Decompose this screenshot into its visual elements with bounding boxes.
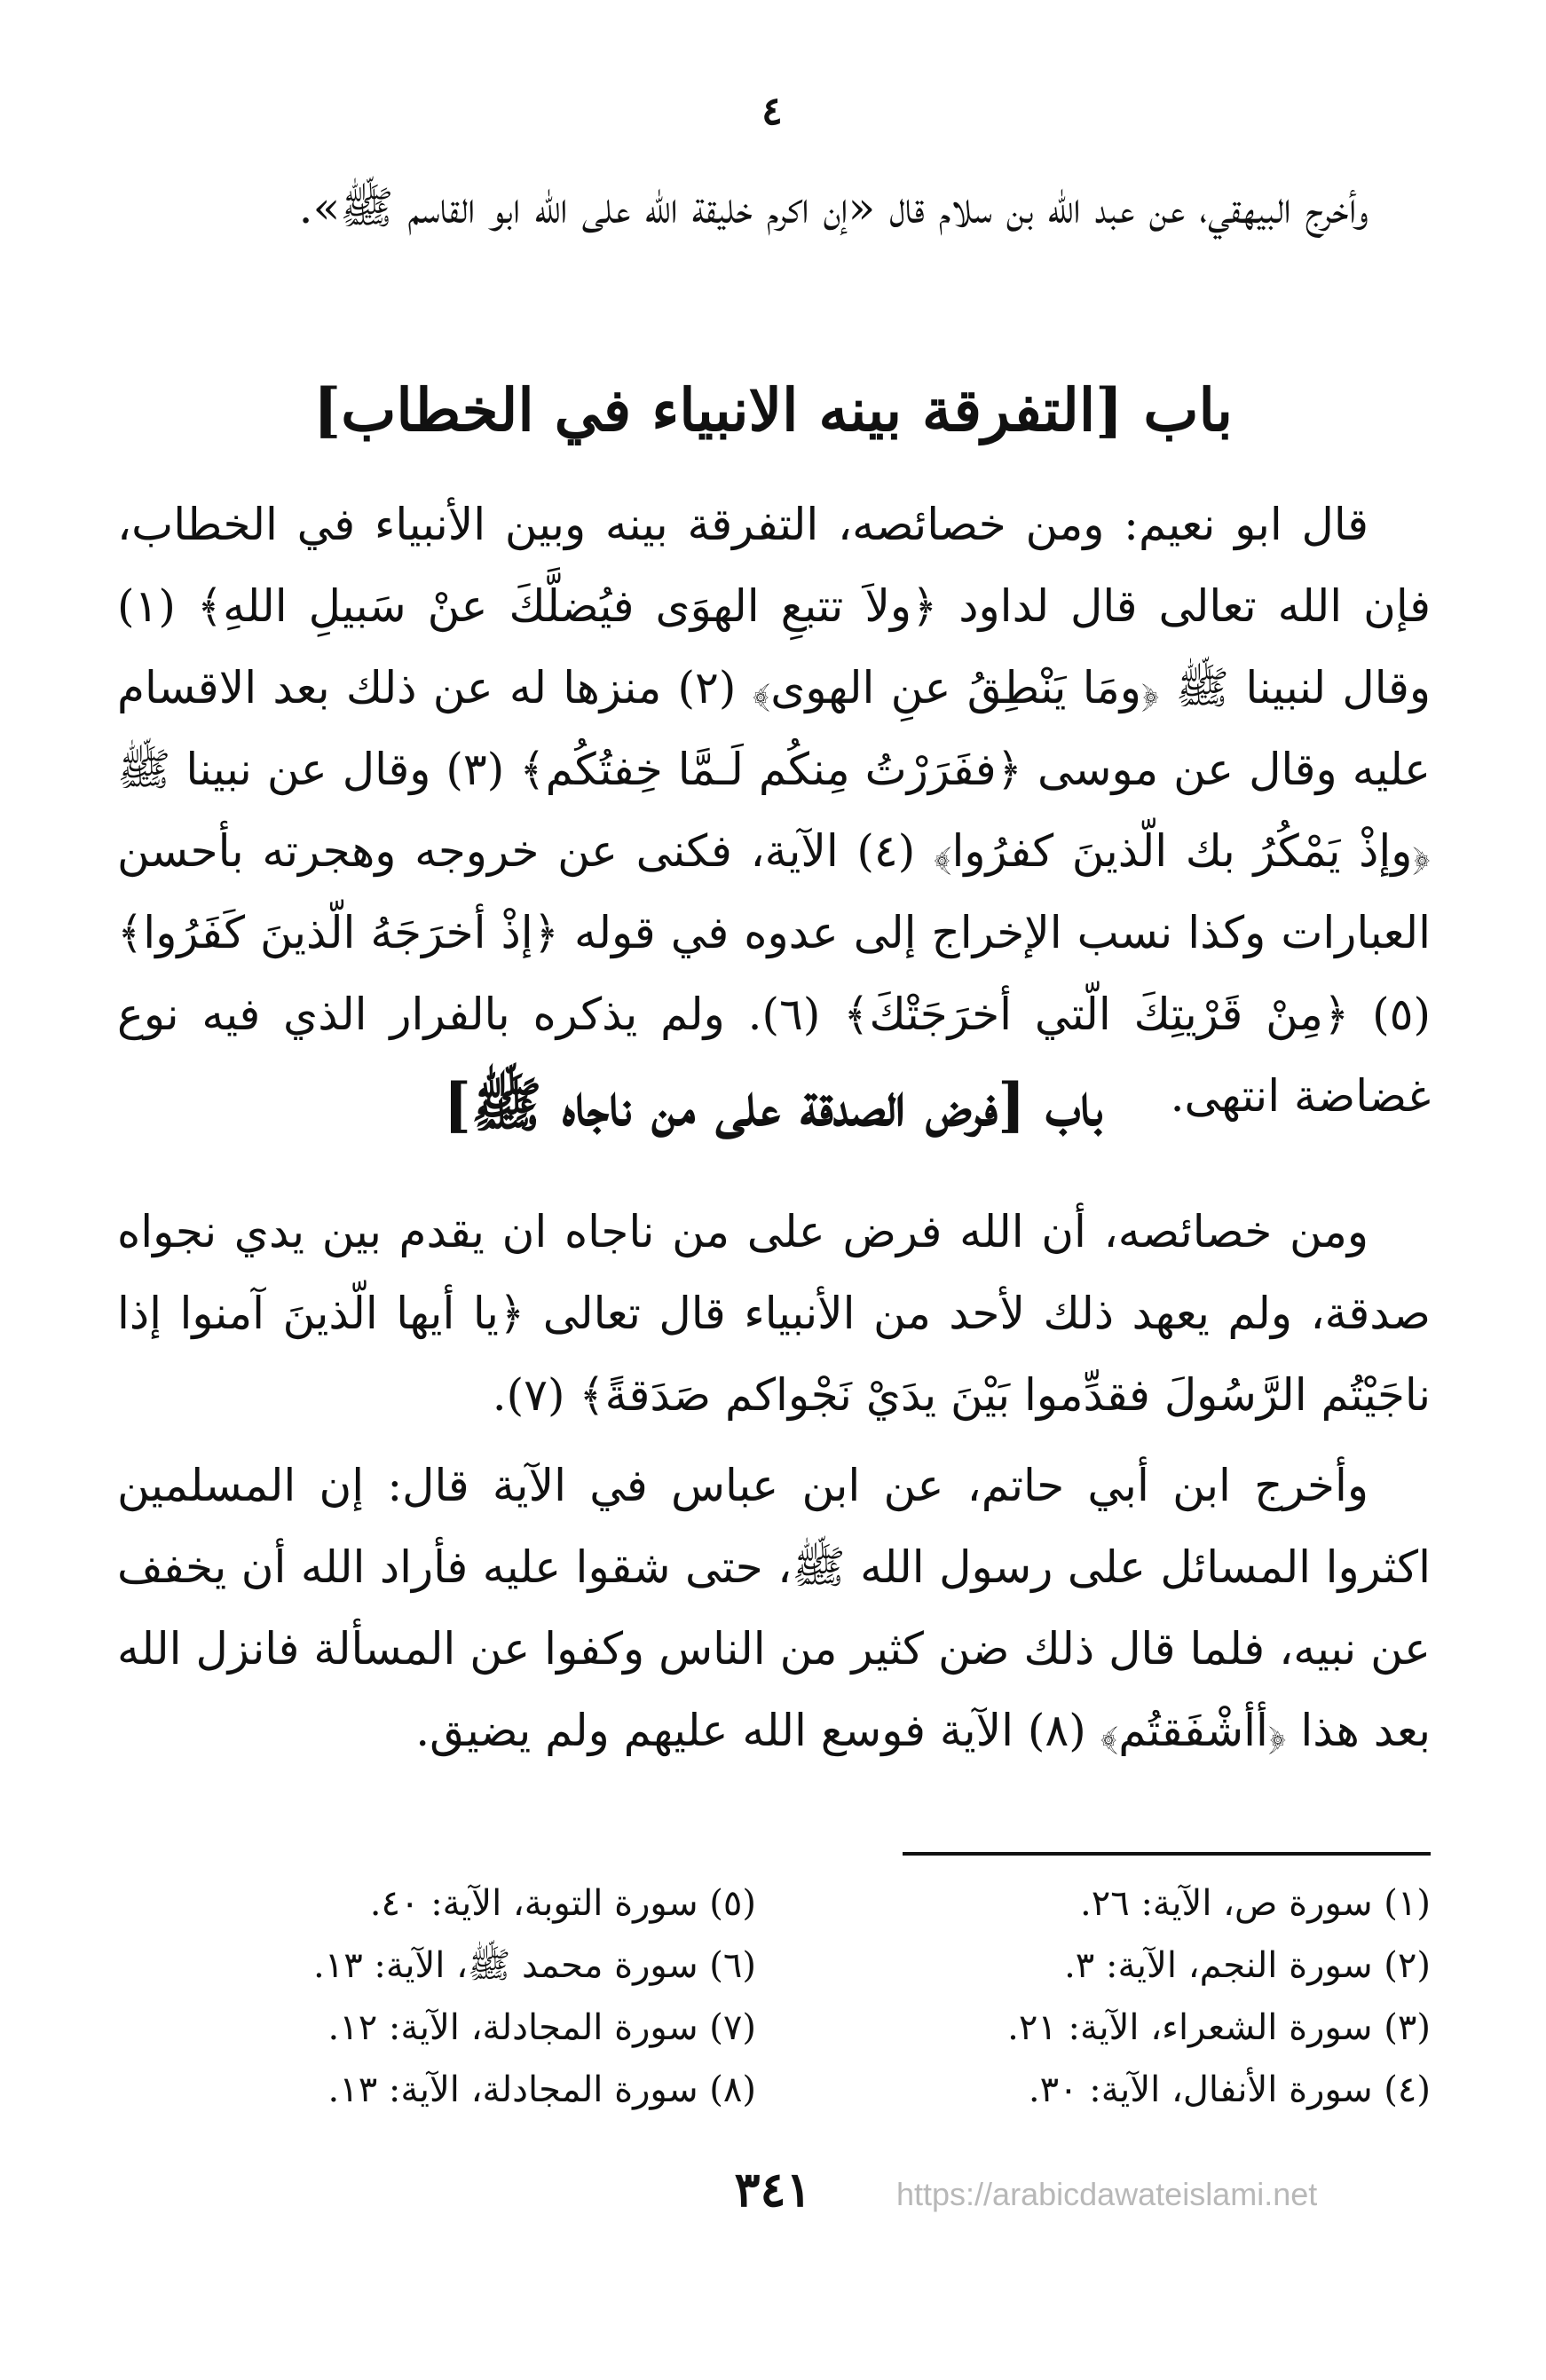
paragraph-sadaqa-text: ومن خصائصه، أن الله فرض على من ناجاه ان يقدم بين يدي نجواه صدقة، ولم يعهد ذلك لأحد من الأنبياء قال تعالى ﴿يا أيها الّذينَ آمنوا إذا ناجَيْتُم الرَّسُولَ فقدِّموا بَيْنَ يدَيْ نَجْواكم صَدَقةً﴾ (٧). [117,1206,1431,1421]
footnote-3: (٣) سورة الشعراء، الآية: ٢١. [1007,2007,1431,2048]
paragraph-sadaqa [117,1191,1431,1436]
paragraph-ibn-abbas [117,1445,1431,1771]
footnote-divider [903,1852,1431,1856]
footnote-8: (٨) سورة المجادلة، الآية: ١٣. [327,2069,756,2110]
watermark-url: https://arabicdawateislami.net [896,2176,1318,2212]
top-mark: ٤ [761,89,783,134]
footnote-6: (٦) سورة محمد ﷺ، الآية: ١٣. [313,1945,756,1986]
footnote-7: (٧) سورة المجادلة، الآية: ١٢. [327,2007,756,2048]
paragraph-ibn-abbas-text: وأخرج ابن أبي حاتم، عن ابن عباس في الآية قال: إن المسلمين اكثروا المسائل على رسول الله ﷺ، حتى شقوا عليه فأراد الله أن يخفف عن نبيه، فلما قال ذلك ضن كثير من الناس وكفوا عن المسألة فانزل الله بعد هذا ﴿أأشْفَقتُم﴾ (٨) الآية فوسع الله عليهم ولم يضيق. [117,1460,1431,1756]
footnote-2: (٢) سورة النجم، الآية: ٣. [1064,1945,1431,1986]
section-heading-sadaqa: باب [فرض الصدقة على من ناجاه ﷺ] [443,1070,1103,1139]
footnote-1: (١) سورة ص، الآية: ٢٦. [1080,1883,1431,1924]
section-heading-khitab: باب [التفرقة بينه الانبياء في الخطاب] [313,375,1233,445]
paragraph-abu-nuaim-text: قال ابو نعيم: ومن خصائصه، التفرقة بينه وبين الأنبياء في الخطاب، فإن الله تعالى قال لداود ﴿ولاَ تتبعِ الهوَى فيُضلَّكَ عنْ سَبيلِ اللهِ﴾ (١) وقال لنبينا ﷺ ﴿ومَا يَنْطِقُ عنِ الهوى﴾ (٢) منزها له عن ذلك بعد الاقسام عليه وقال عن موسى ﴿ففَرَرْتُ مِنكُم لَـمَّا خِفتُكُم﴾ (٣) وقال عن نبينا ﷺ ﴿وإذْ يَمْكُرُ بك الّذينَ كفرُوا﴾ (٤) الآية، فكنى عن خروجه وهجرته بأحسن العبارات وكذا نسب الإخراج إلى عدوه في قوله ﴿إذْ أخرَجَهُ الّذينَ كَفَرُوا﴾ (٥) ﴿مِنْ قَرْيتِكَ الّتي أخرَجَتْكَ﴾ (٦). ولم يذكره بالفرار الذي فيه نوع غضاضة انتهى. [117,499,1432,1122]
paragraph-abu-nuaim [117,484,1431,1137]
footnote-5: (٥) سورة التوبة، الآية: ٤٠. [369,1883,756,1924]
paragraph-bayhaqi-text: وأخرج البيهقي، عن عبد الله بن سلام قال «إن اكرم خليقة الله على الله ابو القاسم ﷺ». [298,182,1369,233]
paragraph-bayhaqi [117,167,1431,248]
page-number: ٣٤١ [734,2161,812,2218]
footnote-4: (٤) سورة الأنفال، الآية: ٣٠. [1028,2069,1431,2110]
